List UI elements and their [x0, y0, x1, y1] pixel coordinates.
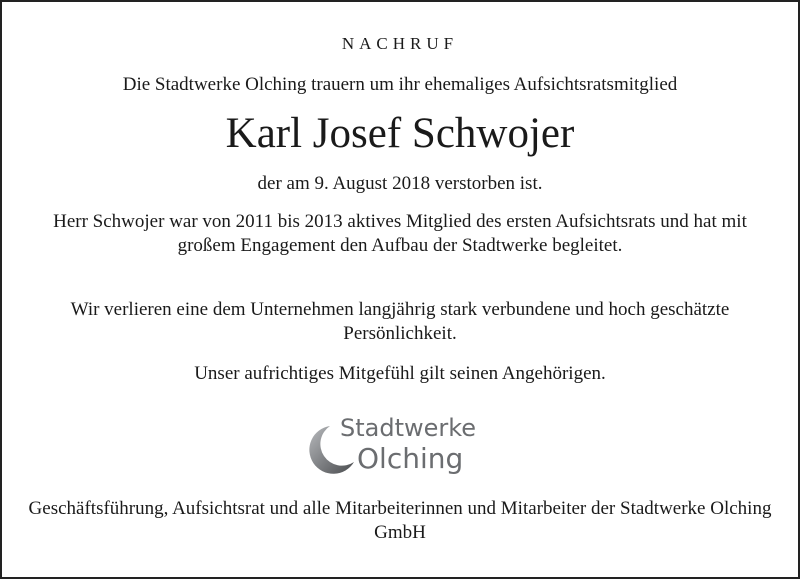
logo-text-olching: Olching	[357, 442, 464, 475]
stadtwerke-olching-logo	[300, 412, 500, 480]
logo-text-stadtwerke: Stadtwerke	[340, 414, 477, 442]
tribute-paragraph-1: Herr Schwojer war von 2011 bis 2013 aktives Mitglied des ersten Aufsichtsrats und hat mit großem Engagement den Aufbau der Stadtwerke begleitet.	[53, 211, 747, 256]
deceased-name: Karl Josef Schwojer	[225, 110, 575, 157]
condolence-line: Unser aufrichtiges Mitgefühl gilt seinen Angehörigen.	[194, 363, 606, 384]
death-date-line: der am 9. August 2018 verstorben ist.	[257, 173, 543, 194]
signature-block: Geschäftsführung, Aufsichtsrat und alle Mitarbeiterinnen und Mitarbeiter der Stadtwerke Olching GmbH	[28, 498, 772, 543]
tribute-paragraph-2: Wir verlieren eine dem Unternehmen langjährig stark verbundene und hoch geschätzte Persönlichkeit.	[70, 299, 730, 344]
notice-heading: NACHRUF	[341, 34, 459, 53]
intro-line: Die Stadtwerke Olching trauern um ihr ehemaliges Aufsichtsratsmitglied	[122, 74, 678, 95]
